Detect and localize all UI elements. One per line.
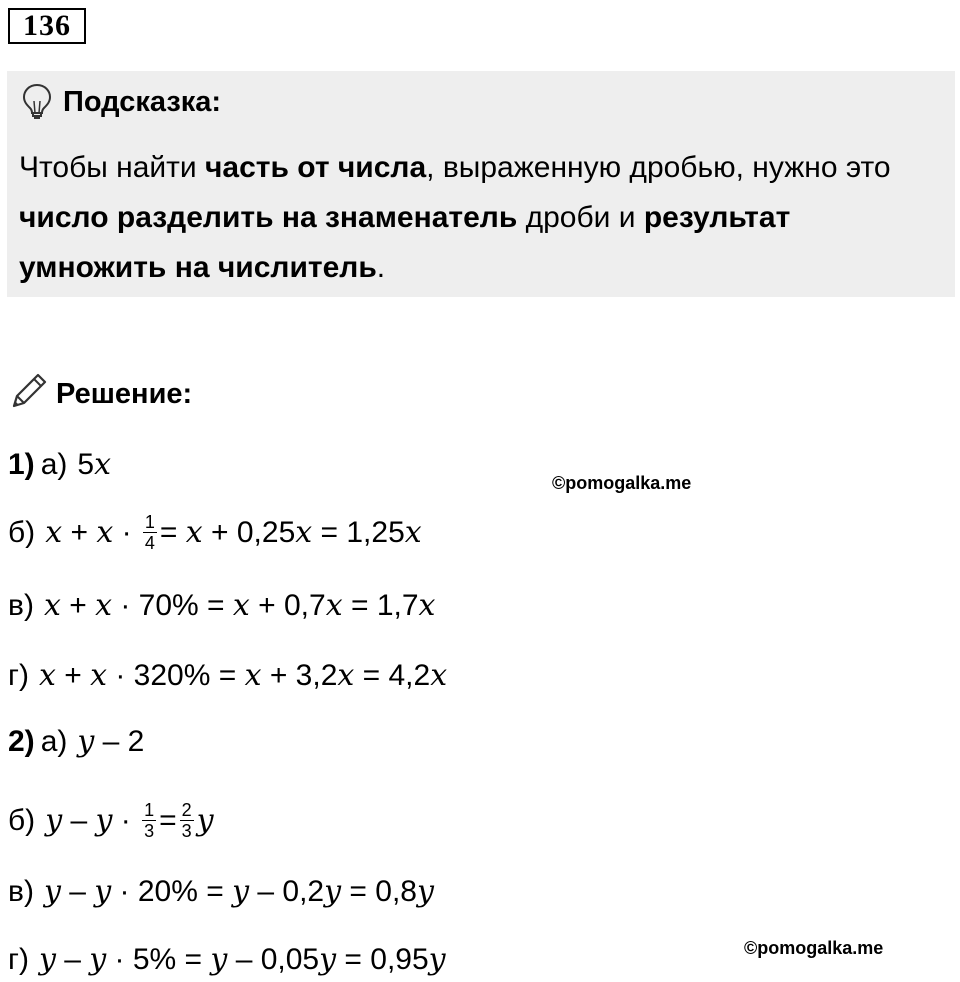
math-variable: x <box>95 588 112 623</box>
item-letter: г) <box>8 943 29 976</box>
math-text: = 0,95 <box>336 943 429 976</box>
solution-line <box>8 722 144 762</box>
solution-line <box>8 512 422 553</box>
solution-header <box>8 370 192 417</box>
math-text: = <box>159 515 186 549</box>
fraction <box>142 800 156 841</box>
math-variable: x <box>430 658 448 693</box>
math-variable: x <box>404 514 422 550</box>
math-variable: x <box>244 658 262 693</box>
math-variable: x <box>232 588 250 623</box>
math-variable: y <box>196 802 214 838</box>
math-text: · <box>113 515 140 549</box>
math-variable: x <box>38 658 56 693</box>
watermark: ©pomogalka.me <box>744 938 884 958</box>
item-letter: а) <box>40 725 68 758</box>
math-variable: x <box>337 658 355 693</box>
hint-text-segment: Чтобы найти <box>19 151 206 184</box>
math-variable: y <box>210 942 228 977</box>
math-text: · <box>112 803 140 837</box>
hint-text <box>19 143 939 293</box>
hint-text-segment: . <box>376 251 386 284</box>
math-variable: x <box>45 514 63 550</box>
math-variable: y <box>94 874 112 909</box>
math-text: = <box>159 803 177 837</box>
math-variable: x <box>325 588 343 623</box>
lightbulb-icon <box>21 83 53 121</box>
math-variable: x <box>418 588 436 623</box>
fraction <box>143 512 157 553</box>
math-text: = 1,25 <box>312 515 405 549</box>
math-text: – <box>55 943 90 976</box>
fraction-numerator: 1 <box>144 800 155 820</box>
math-variable: y <box>77 724 95 759</box>
item-number: 2) <box>8 725 35 758</box>
math-variable: y <box>89 942 107 977</box>
hint-title: Подсказка: <box>63 86 222 118</box>
math-variable: y <box>45 802 63 838</box>
math-variable: x <box>295 514 313 550</box>
math-variable: y <box>319 942 337 977</box>
item-number: 1) <box>8 448 35 481</box>
item-letter: г) <box>8 659 29 692</box>
math-text: · 70% = <box>111 589 233 622</box>
math-variable: y <box>324 874 342 909</box>
math-text: – 2 <box>94 725 145 758</box>
math-text: + <box>60 589 96 622</box>
math-variable: x <box>90 658 107 693</box>
hint-box <box>7 71 955 297</box>
math-variable: y <box>43 874 61 909</box>
math-text: + <box>55 659 91 692</box>
hint-bold-segment: результат умножить на числитель <box>19 201 791 284</box>
math-variable: y <box>38 942 56 977</box>
solution-title: Решение: <box>56 377 193 410</box>
hint-text-segment: , выраженную дробью, нужно это <box>426 151 891 184</box>
fraction-numerator: 1 <box>144 512 155 532</box>
solution-line <box>8 586 435 626</box>
solution-line <box>8 872 434 912</box>
math-text: = 4,2 <box>354 659 431 692</box>
hint-bold-segment: число разделить на знаменатель <box>19 201 518 234</box>
math-variable: x <box>185 514 203 550</box>
fraction-denominator: 3 <box>181 821 192 841</box>
solution-line <box>8 800 214 841</box>
math-text: – <box>60 875 95 908</box>
math-text: – <box>62 803 96 837</box>
math-variable: y <box>95 802 113 838</box>
hint-bold-segment: часть от числа <box>205 151 427 184</box>
math-text: + 0,25 <box>202 515 296 549</box>
item-letter: а) <box>40 448 68 481</box>
math-text: + 3,2 <box>261 659 338 692</box>
item-letter: б) <box>8 515 36 549</box>
math-text: = 1,7 <box>342 589 419 622</box>
hint-header <box>21 83 221 121</box>
hint-text-segment: дроби и <box>517 201 644 234</box>
math-text: · 320% = <box>106 659 245 692</box>
fraction-numerator: 2 <box>181 800 192 820</box>
math-variable: x <box>43 588 61 623</box>
math-variable: y <box>232 874 250 909</box>
math-text: · 20% = <box>111 875 233 908</box>
fraction <box>180 800 194 841</box>
math-text: + 0,7 <box>249 589 326 622</box>
watermark: ©pomogalka.me <box>552 473 692 493</box>
math-text: – 0,05 <box>227 943 320 976</box>
math-text: · 5% = <box>106 943 211 976</box>
math-text: 5 <box>77 448 95 481</box>
pencil-icon <box>8 370 50 417</box>
math-text: – 0,2 <box>249 875 325 908</box>
math-variable: y <box>428 942 446 977</box>
math-text: = 0,8 <box>341 875 417 908</box>
math-variable: x <box>94 447 111 482</box>
item-letter: в) <box>8 875 34 908</box>
solution-line <box>8 656 447 696</box>
math-text: + <box>62 515 97 549</box>
task-number: 136 <box>8 8 86 44</box>
solution-line <box>8 940 446 980</box>
fraction-denominator: 4 <box>144 533 155 553</box>
solution-line <box>8 445 111 485</box>
item-letter: в) <box>8 589 34 622</box>
fraction-denominator: 3 <box>144 821 155 841</box>
math-variable: y <box>416 874 434 909</box>
item-letter: б) <box>8 803 36 837</box>
math-variable: x <box>96 514 114 550</box>
